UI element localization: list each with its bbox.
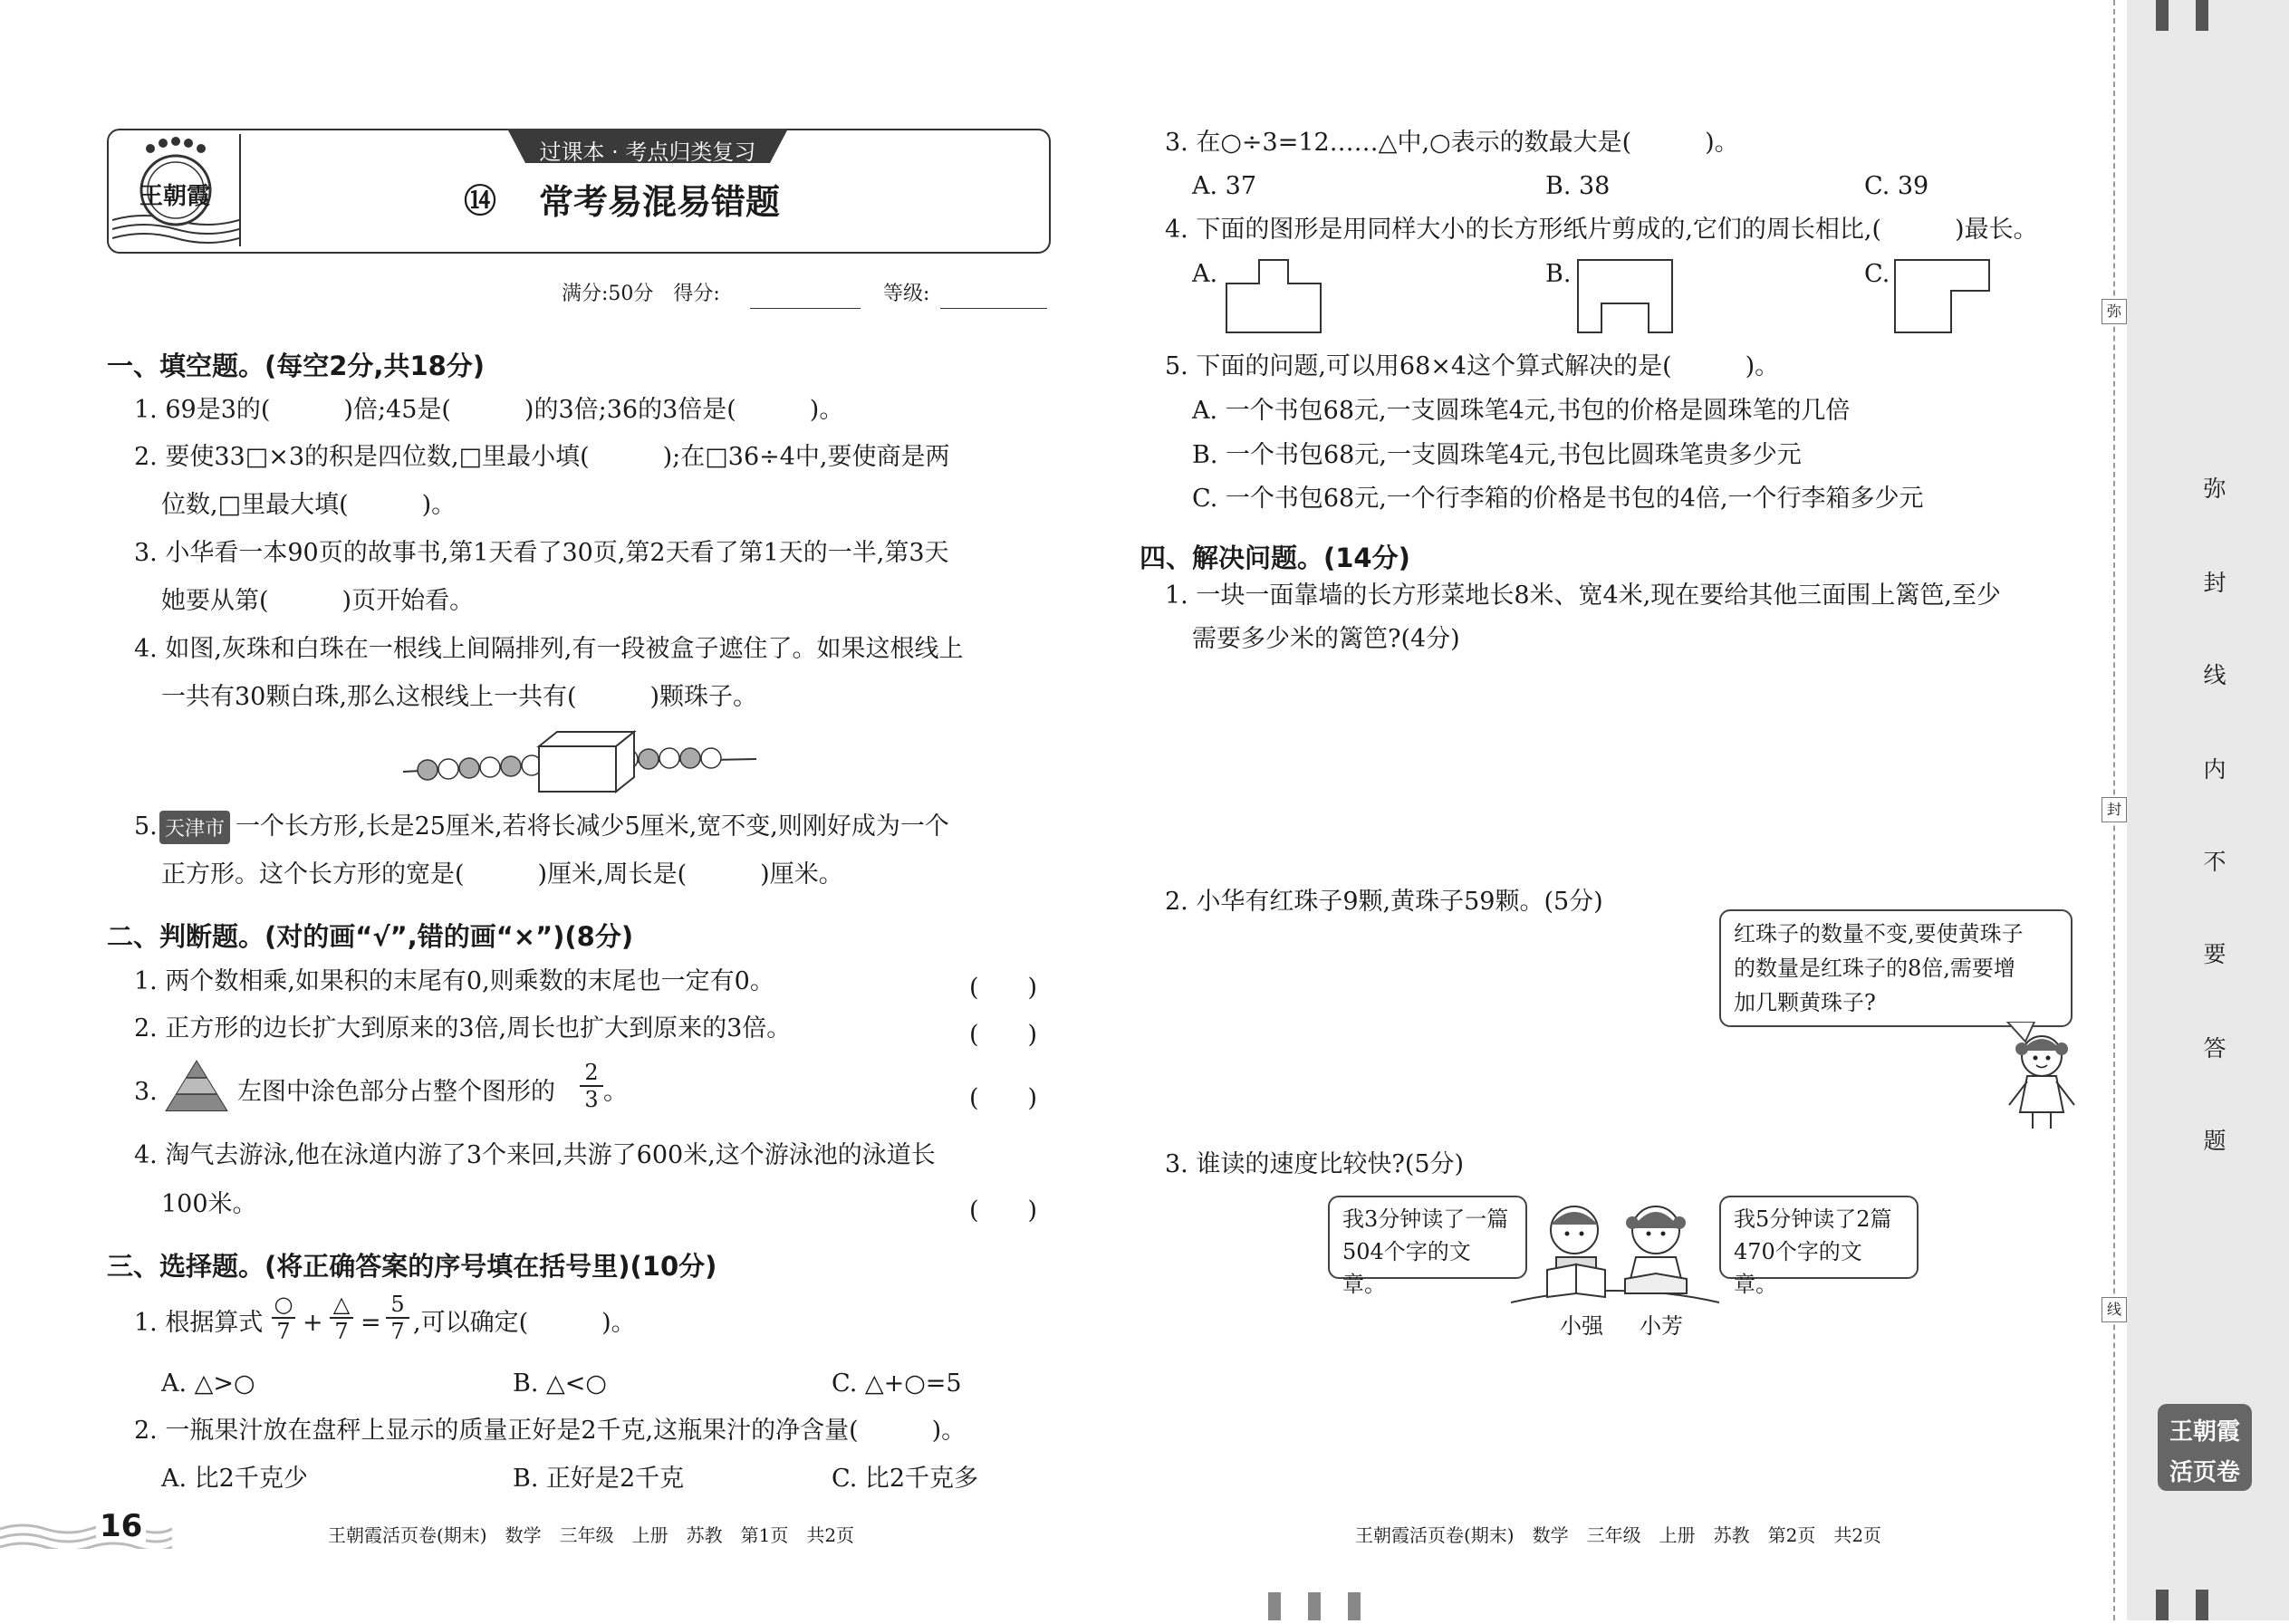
s3-q5-option-c: C. 一个书包68元,一个行李箱的价格是书包的4倍,一个行李箱多少元: [1192, 485, 1924, 513]
footer-right: 王朝霞活页卷(期末) 数学 三年级 上册 苏教 第2页 共2页: [1355, 1524, 1882, 1546]
s3-q1-pre: 1. 根据算式: [134, 1309, 264, 1337]
s3-q3-option-b: B. 38: [1545, 172, 1611, 200]
s3-q4: 4. 下面的图形是用同样大小的长方形纸片剪成的,它们的周长相比,( )最长。: [1165, 216, 2038, 244]
region-tag-tianjin: 天津市: [159, 811, 230, 844]
fraction-denominator: 3: [584, 1087, 599, 1112]
s1-q5b: 正方形。这个长方形的宽是( )厘米,周长是( )厘米。: [161, 860, 843, 889]
s1-q4b: 一共有30颗白珠,那么这根线上一共有( )颗珠子。: [161, 683, 758, 711]
frac2-denominator: 7: [334, 1319, 349, 1344]
s3-q1-option-c: C. △+○=5: [832, 1369, 962, 1398]
s3-q4-option-c: C.: [1864, 260, 1890, 288]
s3-q1-plus: +: [303, 1309, 323, 1337]
s1-q4a: 4. 如图,灰珠和白珠在一根线上间隔排列,有一段被盒子遮住了。如果这根线上: [134, 635, 964, 663]
s3-q3: 3. 在○÷3=12……△中,○表示的数最大是( )。: [1165, 129, 1739, 157]
binding-sidebar: [2127, 0, 2289, 1620]
s4-q1a: 1. 一块一面靠墙的长方形菜地长8米、宽4米,现在要给其他三面围上篱笆,至少: [1165, 581, 2001, 610]
s4-q1b: 需要多少米的篱笆?(4分): [1192, 625, 1460, 653]
s3-q2-option-a: A. 比2千克少: [161, 1465, 308, 1493]
s2-q3: 左图中涂色部分占整个图形的: [237, 1078, 555, 1106]
edge-mark-xian: 线: [2101, 1297, 2127, 1322]
s3-q1-eq: =: [361, 1309, 381, 1337]
edge-mark-feng: 封: [2101, 797, 2127, 822]
s3-q4-option-a: A.: [1192, 260, 1218, 288]
name-xiaoqiang: 小强: [1560, 1313, 1603, 1339]
shape-c: [1891, 258, 1993, 340]
brand-badge-bottom: 活页卷: [2169, 1459, 2240, 1486]
s1-q3b: 她要从第( )页开始看。: [161, 587, 475, 615]
section1-heading: 一、填空题。(每空2分,共18分): [107, 351, 486, 381]
s3-q5-option-a: A. 一个书包68元,一支圆珠笔4元,书包的价格是圆珠笔的几倍: [1192, 397, 1851, 425]
registration-bars-side-bottom: [2156, 1590, 2255, 1624]
registration-bars-bottom: [1268, 1592, 1368, 1624]
section4-heading: 四、解决问题。(14分): [1140, 543, 1410, 573]
page-title: 常考易混易错题: [539, 182, 781, 222]
s1-q5a: 一个长方形,长是25厘米,若将长减少5厘米,宽不变,则刚好成为一个: [236, 812, 949, 841]
s3-q1-frac1: [272, 1293, 295, 1342]
s2-q3-answer[interactable]: ( ): [969, 1084, 1038, 1112]
score-line: 满分:50分 得分:: [562, 283, 720, 305]
frac1-numerator: ○: [274, 1292, 293, 1317]
section2-heading: 二、判断题。(对的画“√”,错的画“×”)(8分): [107, 921, 634, 952]
bubble-line: 504个字的文章。: [1342, 1239, 1471, 1297]
triangle-figure: [165, 1060, 228, 1116]
s3-q1-frac3: [386, 1293, 409, 1342]
fraction-numerator: 2: [584, 1060, 599, 1085]
s4-q3-bubble-left: [1328, 1196, 1527, 1297]
s2-q2: 2. 正方形的边长扩大到原来的3倍,周长也扩大到原来的3倍。: [134, 1014, 792, 1043]
bubble-line: 的数量是红珠子的8倍,需要增: [1734, 956, 2015, 981]
s3-q1-option-a: A. △>○: [161, 1369, 255, 1398]
shape-b: [1574, 258, 1676, 340]
s1-q1: 1. 69是3的( )倍;45是( )的3倍;36的3倍是( )。: [134, 396, 844, 424]
s1-q2a: 2. 要使33□×3的积是四位数,□里最小填( );在□36÷4中,要使商是两: [134, 443, 950, 471]
frac3-denominator: 7: [390, 1319, 405, 1344]
s3-q5-option-b: B. 一个书包68元,一支圆珠笔4元,书包比圆珠笔贵多少元: [1192, 441, 1802, 469]
bubble-line: 470个字的文章。: [1734, 1239, 1862, 1297]
category-banner: [507, 129, 788, 163]
bubble-line: 我5分钟读了2篇: [1734, 1206, 1892, 1232]
girl-illustration: [1989, 1022, 2089, 1134]
s2-q3-fraction: [580, 1062, 603, 1110]
s3-q1-frac2: [330, 1293, 353, 1342]
s2-q4b: 100米。: [161, 1190, 257, 1218]
score-blank[interactable]: [750, 308, 861, 309]
grade-label: 等级:: [883, 283, 930, 305]
brand-badge-top: 王朝霞: [2169, 1418, 2240, 1446]
s2-q2-answer[interactable]: ( ): [969, 1021, 1038, 1049]
sidebar-char: 线: [2203, 662, 2226, 688]
s2-q3-end: 。: [603, 1078, 628, 1106]
s3-q3-option-c: C. 39: [1864, 172, 1929, 200]
s1-q5-num: 5.: [134, 812, 158, 841]
registration-bars-top: [2156, 0, 2255, 34]
brand-badge: [2158, 1404, 2252, 1491]
logo-text: 王朝霞: [139, 183, 211, 210]
s2-q4-answer[interactable]: ( ): [969, 1196, 1038, 1225]
footer-left: 王朝霞活页卷(期末) 数学 三年级 上册 苏教 第1页 共2页: [328, 1524, 855, 1546]
s2-q1-answer[interactable]: ( ): [969, 974, 1038, 1002]
s4-q3-bubble-right: [1719, 1196, 1919, 1297]
s3-q1-post: ,可以确定( )。: [413, 1309, 636, 1337]
grade-blank[interactable]: [940, 308, 1047, 309]
bubble-line: 我3分钟读了一篇: [1342, 1206, 1509, 1232]
sidebar-char: 要: [2203, 941, 2226, 967]
s3-q2-option-b: B. 正好是2千克: [513, 1465, 685, 1493]
s3-q3-option-a: A. 37: [1192, 172, 1257, 200]
section3-heading: 三、选择题。(将正确答案的序号填在括号里)(10分): [107, 1251, 717, 1282]
s3-q1-option-b: B. △<○: [513, 1369, 607, 1398]
bubble-line: 加几颗黄珠子?: [1734, 990, 1876, 1015]
s1-q2b: 位数,□里最大填( )。: [161, 491, 457, 519]
s3-q4-option-b: B.: [1545, 260, 1572, 288]
s4-q2-bubble: [1719, 909, 2073, 1027]
name-xiaofang: 小芳: [1640, 1313, 1683, 1339]
page-number: 16: [96, 1511, 146, 1542]
sidebar-char: 不: [2203, 849, 2226, 875]
header-logo: [112, 134, 241, 246]
category-label: 过课本 · 考点归类复习: [539, 139, 756, 165]
sidebar-char: 内: [2203, 756, 2226, 783]
bead-string-figure: [399, 725, 761, 797]
sidebar-char: 题: [2203, 1128, 2226, 1154]
bubble-line: 红珠子的数量不变,要使黄珠子: [1734, 921, 2024, 947]
sidebar-char: 弥: [2203, 476, 2226, 502]
lesson-number: ⑭: [464, 182, 497, 220]
s2-q3-num: 3.: [134, 1078, 158, 1106]
s3-q2-option-c: C. 比2千克多: [832, 1465, 979, 1493]
s2-q4a: 4. 淘气去游泳,他在泳道内游了3个来回,共游了600米,这个游泳池的泳道长: [134, 1141, 936, 1169]
sidebar-char: 封: [2203, 570, 2226, 596]
edge-mark-mi: 弥: [2101, 299, 2127, 324]
page-number-wave: [0, 1522, 172, 1552]
s1-q3a: 3. 小华看一本90页的故事书,第1天看了30页,第2天看了第1天的一半,第3天: [134, 539, 949, 567]
frac2-numerator: △: [332, 1292, 351, 1317]
s3-q5: 5. 下面的问题,可以用68×4这个算式解决的是( )。: [1165, 352, 1780, 380]
frac3-numerator: 5: [390, 1292, 405, 1317]
reading-kids-illustration: [1511, 1192, 1719, 1313]
s4-q2: 2. 小华有红珠子9颗,黄珠子59颗。(5分): [1165, 888, 1603, 916]
shape-a: [1223, 258, 1324, 340]
sidebar-char: 答: [2203, 1035, 2226, 1062]
s4-q3: 3. 谁读的速度比较快?(5分): [1165, 1150, 1465, 1178]
s2-q1: 1. 两个数相乘,如果积的末尾有0,则乘数的末尾也一定有0。: [134, 967, 774, 995]
s3-q2: 2. 一瓶果汁放在盘秤上显示的质量正好是2千克,这瓶果汁的净含量( )。: [134, 1417, 967, 1445]
frac1-denominator: 7: [276, 1319, 291, 1344]
